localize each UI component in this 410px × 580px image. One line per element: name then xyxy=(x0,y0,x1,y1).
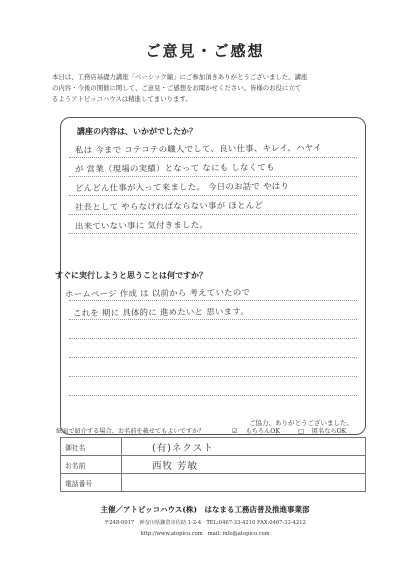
answer-rule xyxy=(69,214,357,215)
answer-rule xyxy=(69,357,357,358)
answer-1-line: 私は 今まで コテコテの職人でして、良い仕事、キレイ、ハヤイ xyxy=(74,142,322,155)
question-1-heading: 講座の内容は、いかがでしたか？ xyxy=(77,126,197,136)
answer-rule xyxy=(69,233,357,234)
answer-2-line: これを 期に 具体的に 進めたいと 思います。 xyxy=(72,306,250,318)
name-label: お名前 xyxy=(61,456,122,474)
answer-rule xyxy=(69,157,357,158)
consent-question: 紙面で紹介する場合、お名前を載せてもよいですか？ xyxy=(56,428,205,435)
answer-rule xyxy=(69,376,357,377)
intro-line: の内容・今後の開催に関して、ご意見・ご感想をお聞かせください。皆様のお役に立て xyxy=(52,84,302,92)
answer-rule xyxy=(69,395,357,396)
company-label: 御社名 xyxy=(61,438,122,456)
answer-rule xyxy=(69,195,357,196)
checked-box-icon: ☑ xyxy=(232,428,238,435)
intro-line: るようアトピッコハウスは精進してまいります。 xyxy=(52,95,192,103)
consent-option-no[interactable] xyxy=(298,428,354,435)
sponsor-line: 主催／アトピッコハウス(株) はなまる工務店普及推進事業部 xyxy=(100,505,310,514)
consent-options xyxy=(232,426,362,435)
answer-rule xyxy=(69,176,357,177)
answer-1-line: 社長として やらなければならない事が ほとんど xyxy=(74,200,264,212)
table-row xyxy=(61,474,366,492)
consent-option-no-label: 匿名ならOK xyxy=(311,428,347,435)
company-field[interactable]: (有)ネクスト xyxy=(122,438,366,456)
answer-rule xyxy=(69,338,357,339)
phone-label: 電話番号 xyxy=(61,474,122,492)
page-title: ご意見・ご感想 xyxy=(145,42,265,60)
answer-rule xyxy=(69,300,357,301)
feedback-card xyxy=(55,117,366,435)
contact-form xyxy=(60,437,366,492)
answer-2-line: ホームページ 作成 は 以前から 考えていたので xyxy=(64,287,251,299)
answer-1-line: が 営業（現場の実績）となって なにも しなくても xyxy=(74,161,275,174)
question-2-heading: すぐに実行しようと思うことは何ですか？ xyxy=(55,270,207,280)
consent-option-yes-label: もちろんOK xyxy=(245,428,281,435)
table-row xyxy=(61,438,366,456)
intro-text xyxy=(52,72,370,105)
answer-1-line: どんどん仕事が入って来ました。 今日のお話で やはり xyxy=(74,180,290,193)
name-field[interactable]: 西牧 芳敏 xyxy=(122,456,366,474)
answer-rule xyxy=(69,319,357,320)
address-line: 〒248-0017 神奈川県鎌倉市佐助 1-2-4 TEL:0467-33-4210 FAX:0467-33-4212 xyxy=(104,520,306,526)
intro-line: 本日は、工務店基礎力講座「ベーシック編」にご参加頂きありがとうございました。講座 xyxy=(52,73,308,81)
consent-option-yes[interactable] xyxy=(232,428,290,435)
checkbox-icon: □ xyxy=(297,428,304,435)
web-contact-line: http://www.atopico.com mail: info@atopico.com xyxy=(140,531,270,537)
phone-field[interactable] xyxy=(122,474,366,492)
thanks-note: ご協力、ありがとうございました。 xyxy=(249,419,353,427)
table-row xyxy=(61,456,366,474)
answer-1-line: 出来ていない事に 気付きました。 xyxy=(74,219,209,231)
